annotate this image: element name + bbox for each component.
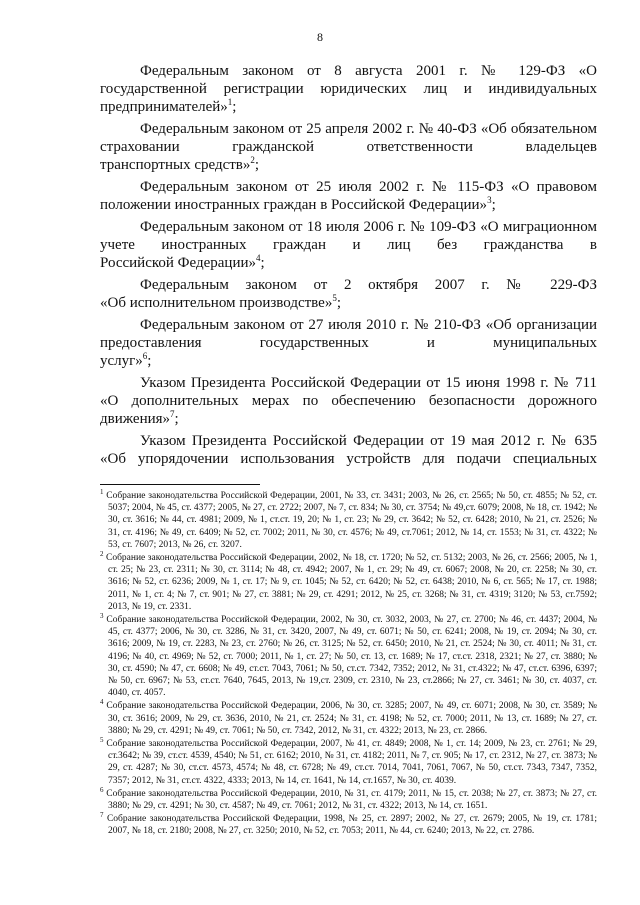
paragraph-lead: Федеральным законом от 2 октября 2007 г. № 229-ФЗ bbox=[140, 277, 597, 293]
paragraph-tail-line bbox=[100, 294, 597, 312]
footnote-5 bbox=[100, 735, 597, 787]
paragraph-lead: Федеральным законом от 27 июля 2010 г. № 210-ФЗ «Об организации предоставления государственных и муниципальных bbox=[100, 317, 597, 351]
footnote-text: Собрание законодательства Российской Федерации, 2010, № 31, ст. 4179; 2011, № 15, ст. 2038; № 27, ст. 3873; № 27, ст. 3880; № 29, ст. 4291; № 30, ст. 4587; № 49, ст. 7061; 2012, № 31, ст. 4322; 2013, № 14, ст. 1651. bbox=[106, 788, 598, 812]
footnote-number: 6 bbox=[100, 785, 104, 794]
paragraph-lead: Федеральным законом от 25 апреля 2002 г. № 40-ФЗ «Об обязательном страховании гражданской ответственности владельцев bbox=[100, 121, 597, 155]
paragraph-tail-line bbox=[100, 254, 597, 272]
footnote-number: 5 bbox=[100, 735, 104, 744]
paragraph-lead: Федеральным законом от 25 июля 2002 г. № 115-ФЗ «О правовом положении иностранных граждан в Российской Федерации» bbox=[100, 179, 597, 213]
paragraph-tail: «Об исполнительном производстве» bbox=[100, 295, 333, 311]
footnote-number: 3 bbox=[100, 611, 104, 620]
paragraph-lead: Федеральным законом от 8 августа 2001 г. № 129-ФЗ «О государственной регистрации юридических лиц и индивидуальных bbox=[100, 63, 597, 97]
paragraph-tail-line bbox=[100, 98, 597, 116]
footnote-ref: 5 bbox=[332, 293, 337, 303]
main-text bbox=[100, 62, 597, 472]
footnotes bbox=[100, 487, 598, 839]
footnote-ref: 2 bbox=[250, 155, 255, 165]
paragraph-end: ; bbox=[232, 99, 237, 115]
paragraph-tail-line bbox=[100, 410, 597, 428]
paragraph-tail: предпринимателей» bbox=[100, 99, 228, 115]
footnote-6 bbox=[100, 785, 598, 812]
footnote-7 bbox=[100, 813, 597, 837]
paragraph-lead: Указом Президента Российской Федерации от 15 июня 1998 г. № 711 «О дополнительных мерах по обеспечению безопасности дорожного bbox=[100, 375, 597, 409]
paragraph-law-109-fz bbox=[100, 218, 597, 272]
paragraph-tail: транспортных средств» bbox=[100, 157, 251, 173]
paragraph-law-40-fz bbox=[100, 120, 597, 174]
paragraph-end: ; bbox=[174, 411, 179, 427]
paragraph-law-210-fz bbox=[100, 316, 597, 370]
footnote-ref: 6 bbox=[142, 351, 148, 361]
paragraph-end: ; bbox=[260, 255, 265, 271]
paragraph-end: ; bbox=[491, 197, 496, 213]
footnote-text: Собрание законодательства Российской Федерации, 2002, № 18, ст. 1720; № 52, ст. 5132; 2003, № 26, ст. 2566; 2005, № 1, ст. 25; № 23, ст. 2311; № 30, ст. 3114; № 48, ст. 4942; 2007, № 1, ст. 29; № 49, ст. 6067; 2008, № 20, ст. 2258; № 30, ст. 3616; № 52, ст. 6236; 2009, № 1, ст. 17; № 9, ст. 1045; № 52, ст. 6420; № 52, ст. 6438; 2010, № 6, ст. 565; № 17, ст. 1988; 2011, № 1, ст. 4; № 7, ст. 901; № 27, ст. 3881; № 29, ст. 4291; 2012, № 25, ст. 3268; № 31, ст. 4319; 3120; № 53, ст.7592; 2013, № 19, ст. 2331. bbox=[105, 553, 597, 612]
footnote-ref: 4 bbox=[256, 253, 261, 263]
footnote-text: Собрание законодательства Российской Федерации, 2007, № 41, ст. 4849; 2008, № 1, ст. 14; 2009, № 23, ст. 2761; № 29, ст.3642; № 39, ст.ст. 4539, 4540; № 51, ст. 6162; 2010, № 31, ст. 4182; 2011, № 7, ст. 905; № 17, ст. 2312, № 27, ст. 3873; № 29, ст. 4287; № 30, ст.ст. 4573, 4574; № 48, ст. 6728; № 49, ст.ст. 7014, 7041, 7061, 7067, № 50, ст.ст. 7343, 7347, 7352, 7357; 2012, № 31, ст.ст. 4322, 4333; 2013, № 14, ст. 1641, № 14, ст.1657, № 30, ст. 4039. bbox=[106, 739, 597, 786]
footnote-text: Собрание законодательства Российской Федерации, 1998, № 25, ст. 2897; 2002, № 27, ст. 2679; 2005, № 19, ст. 1781; 2007, № 18, ст. 2180; 2008, № 27, ст. 3250; 2010, № 52, ст. 7053; 2011, № 44, ст. 6240; 2013, № 22, ст. 2786. bbox=[106, 814, 597, 837]
paragraph-end: ; bbox=[147, 353, 152, 369]
footnote-text: Собрание законодательства Российской Федерации, 2006, № 30, ст. 3285; 2007, № 49, ст. 6071; 2008, № 30, ст. 3589; № 30, ст. 3616; 2009, № 29, ст. 3636, 2010, № 21, ст. 2524; № 31, ст. 4198; № 52, ст. 7000; 2011, № 13, ст. 1689; № 27, ст. 3880; № 29, ст. 4291; № 49, ст. 7061; № 50, ст. 7342, 2012, № 31, ст. 4322; 2013, № 23, ст. 2866. bbox=[106, 701, 597, 736]
footnote-2 bbox=[100, 549, 597, 613]
footnote-text: Собрание законодательства Российской Федерации, 2002, № 30, ст. 3032, 2003, № 27, ст. 2700; № 46, ст. 4437; 2004, № 45, ст. 4377; 2006, № 30, ст. 3286, № 31, ст. 3420, 2007, № 49, ст. 6071; № 50, ст. 6241; 2008, № 19, ст. 2094; № 30, ст. 3616; 2009, № 19, ст. 2283, № 23, ст. 2760; № 26, ст. 3125; № 52, ст. 6450; 2010, № 21, ст. 2524; № 30, ст. 4011; № 31, ст. 4196; № 40, ст. 4969; № 52, ст. 7000; 2011, № 1, ст. 27; № 50, ст. 13, ст. 1689; № 17, ст.ст. 2318, 2321; № 27, ст. 3880; № 30, ст. 4590; № 47, ст. 6608; № 49, ст.ст. 7043, 7061; № 50, ст.ст. 7342, 7352; 2012, № 31, ст.4322; № 47, ст.ст. 6396, 6397; № 50, ст. 6967; № 53, ст.ст. 7640, 7645, 2013, № 19,ст. 2309, ст. 2310, № 23, ст.2866; № 27, ст. 3461; № 30, ст. 4037, ст. 4040, ст. 4057. bbox=[106, 615, 598, 699]
paragraph-law-229-fz bbox=[100, 276, 597, 312]
footnote-3 bbox=[100, 611, 598, 699]
paragraph-lead: Федеральным законом от 18 июля 2006 г. № 109-ФЗ «О миграционном учете иностранных граждан и лиц без гражданства в bbox=[100, 219, 597, 253]
footnote-text: Собрание законодательства Российской Федерации, 2001, № 33, ст. 3431; 2003, № 26, ст. 2565; № 50, ст. 4855; № 52, ст. 5037; 2004, № 45, ст. 4377; 2005, № 27, ст. 2722; 2007, № 7, ст. 834; № 30, ст. 3754; № 49,ст. 6079; 2008, № 18, ст. 1942; № 30, ст. 3616; № 44, ст. 4981; 2009, № 1, ст.ст. 19, 20; № 1, ст. 23; № 29, ст. 3642; № 52, ст. 6428; 2010, № 21, ст. 2526; № 31, ст. 4196; № 49, ст. 6409; № 52, ст. 7002; 2011, № 30, ст. 4576; № 49, ст.7061; 2012, № 14, ст. 1553; № 31, ст. 4322; № 53, ст. 7607; 2013, № 26, ст. 3207. bbox=[106, 491, 597, 550]
footnote-number: 1 bbox=[100, 487, 104, 496]
paragraph-lead: Указом Президента Российской Федерации от 19 мая 2012 г. № 635 «Об упорядочении использования устройств для подачи специальных bbox=[100, 433, 597, 467]
paragraph-law-129-fz bbox=[100, 62, 597, 116]
paragraph-tail: услуг» bbox=[100, 353, 143, 369]
footnote-number: 2 bbox=[100, 549, 104, 558]
footnote-4 bbox=[100, 700, 597, 737]
paragraph-tail: движения» bbox=[100, 411, 171, 427]
paragraph-end: ; bbox=[254, 157, 260, 173]
paragraph-tail-line bbox=[100, 156, 597, 174]
paragraph-end: ; bbox=[336, 295, 341, 311]
paragraph-law-115-fz bbox=[100, 178, 597, 214]
footnote-ref: 7 bbox=[170, 409, 175, 419]
paragraph-tail-line bbox=[100, 352, 597, 370]
footnote-number: 4 bbox=[100, 698, 104, 707]
footnote-number: 7 bbox=[100, 811, 104, 820]
footnote-ref: 1 bbox=[227, 97, 233, 107]
page-number: 8 bbox=[317, 30, 323, 44]
paragraph-tail: Российской Федерации» bbox=[100, 255, 257, 271]
footnote-separator bbox=[100, 484, 260, 485]
footnote-1 bbox=[100, 487, 597, 551]
footnote-ref: 3 bbox=[487, 195, 492, 205]
paragraph-decree-711 bbox=[100, 374, 597, 428]
paragraph-decree-635 bbox=[100, 432, 597, 468]
